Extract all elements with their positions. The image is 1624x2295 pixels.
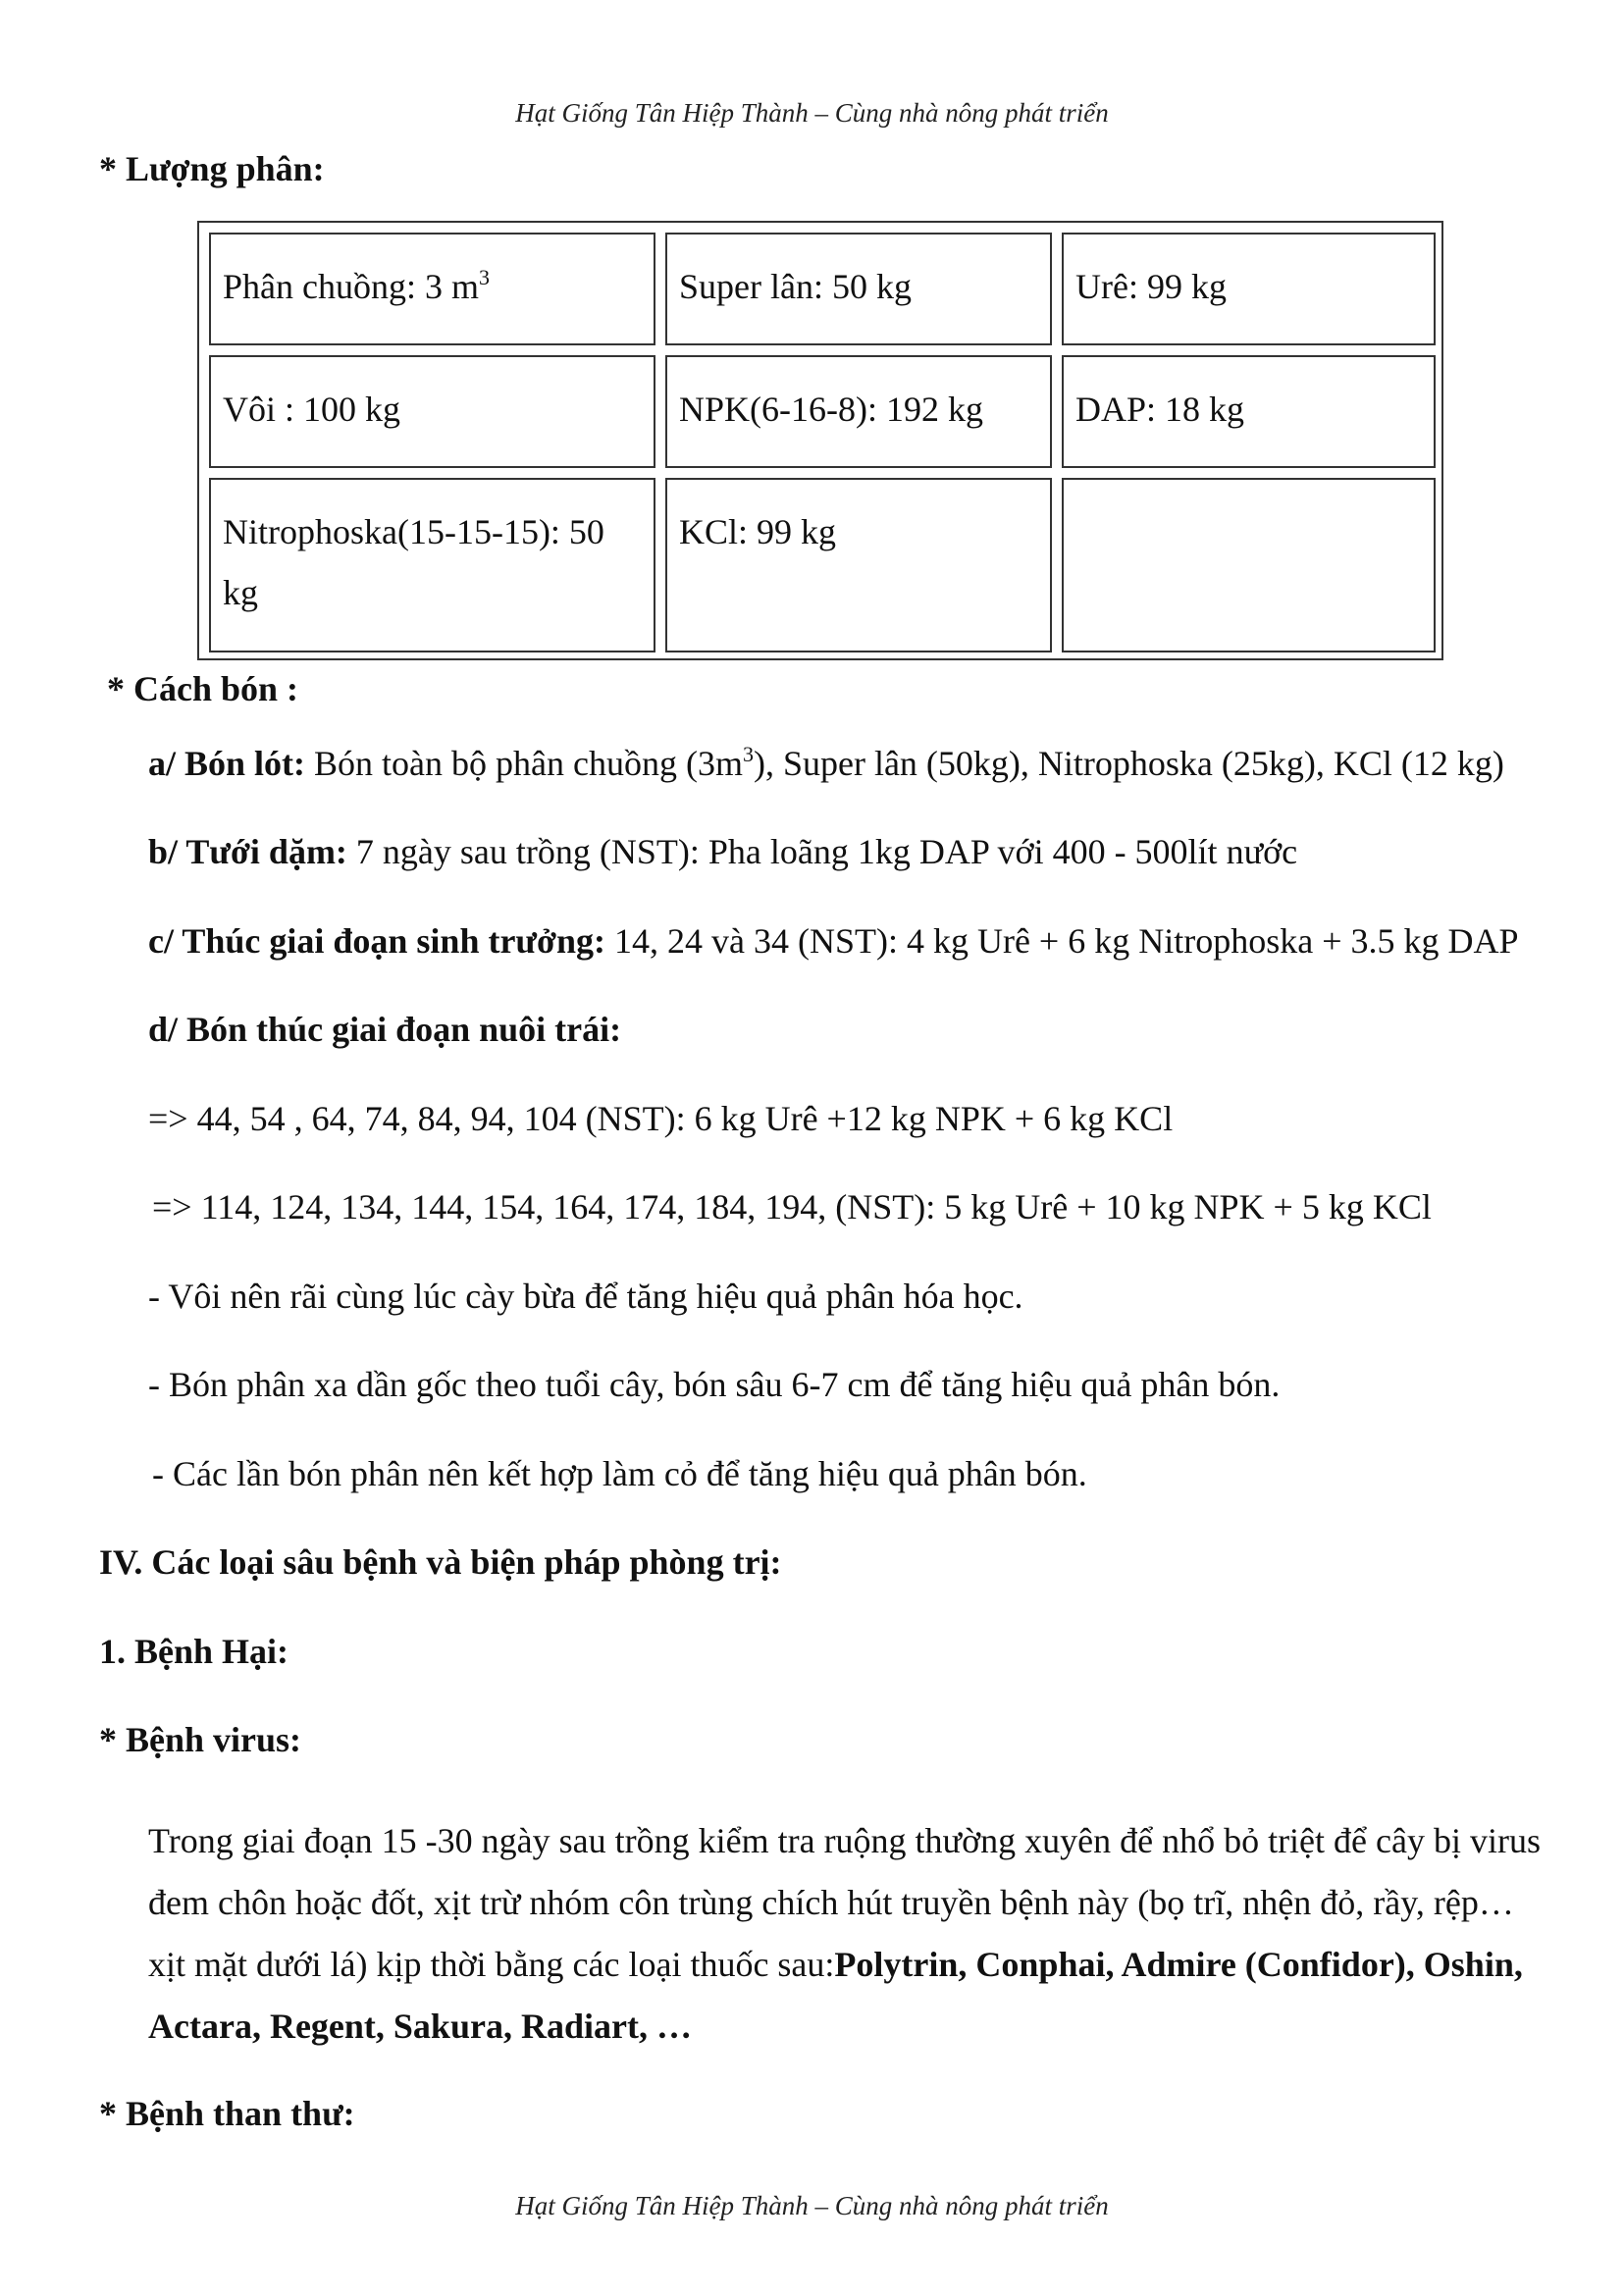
table-cell: DAP: 18 kg: [1062, 355, 1436, 468]
section-iv-heading: IV. Các loại sâu bệnh và biện pháp phòng trị:: [99, 1542, 782, 1582]
table-cell: Super lân: 50 kg: [665, 233, 1052, 345]
benh-virus-heading: * Bệnh virus:: [99, 1720, 302, 1759]
page-footer: Hạt Giống Tân Hiệp Thành – Cùng nhà nông phát triển: [515, 2191, 1109, 2220]
virus-paragraph: Trong giai đoạn 15 -30 ngày sau trồng kiểm tra ruộng thường xuyên để nhổ bỏ triệt để cây bị virus đem chôn hoặc đốt, xịt trừ nhóm côn trùng chích hút truyền bệnh này (bọ trĩ, nhện đỏ, rầy, rệp… xịt mặt dưới lá) kịp thời bằng các loại thuốc sau:Polytrin, Conphai, Admire (Confidor), Oshin, Actara, Regent, Sakura, Radiart, …: [148, 1821, 1541, 2046]
table-cell: Vôi : 100 kg: [209, 355, 655, 468]
table-cell: Nitrophoska(15-15-15): 50 kg: [209, 478, 655, 652]
schedule-line-2: => 114, 124, 134, 144, 154, 164, 174, 184, 194, (NST): 5 kg Urê + 10 kg NPK + 5 kg KCl: [152, 1187, 1432, 1226]
note-line: - Các lần bón phân nên kết hợp làm cỏ để tăng hiệu quả phân bón.: [152, 1454, 1087, 1493]
table-cell: [1062, 478, 1436, 652]
note-line: - Bón phân xa dần gốc theo tuổi cây, bón sâu 6-7 cm để tăng hiệu quả phân bón.: [148, 1365, 1281, 1404]
bon-thuc-nuoi-trai-line: d/ Bón thúc giai đoạn nuôi trái:: [148, 1010, 622, 1049]
benh-than-thu-heading: * Bệnh than thư:: [99, 2094, 355, 2133]
benh-hai-heading: 1. Bệnh Hại:: [99, 1632, 289, 1671]
fertilizer-table: [197, 221, 1443, 660]
bon-lot-line: a/ Bón lót: Bón toàn bộ phân chuồng $(3m^3)$, Super lân (50kg), Nitrophoska (25kg), KCl (12 kg): [148, 742, 1504, 783]
table-cell: Phân chuồng: 3 $m^3$: [209, 233, 655, 345]
table-cell: Urê: 99 kg: [1062, 233, 1436, 345]
page-header: Hạt Giống Tân Hiệp Thành – Cùng nhà nông phát triển: [515, 98, 1109, 128]
luong-phan-heading: * Lượng phân:: [99, 149, 325, 188]
table-cell: KCl: 99 kg: [665, 478, 1052, 652]
note-line: - Vôi nên rãi cùng lúc cày bừa để tăng hiệu quả phân hóa học.: [148, 1277, 1023, 1316]
thuc-sinh-truong-line: c/ Thúc giai đoạn sinh trưởng: 14, 24 và 34 (NST): 4 kg Urê + 6 kg Nitrophoska + 3.5 kg DAP: [148, 921, 1519, 961]
tuoi-dam-line: b/ Tưới dặm: 7 ngày sau trồng (NST): Pha loãng 1kg DAP với 400 - 500lít nước: [148, 832, 1298, 871]
cach-bon-heading: * Cách bón :: [107, 669, 299, 708]
table-cell: NPK(6-16-8): 192 kg: [665, 355, 1052, 468]
schedule-line-1: => 44, 54 , 64, 74, 84, 94, 104 (NST): 6 kg Urê +12 kg NPK + 6 kg KCl: [148, 1099, 1174, 1138]
